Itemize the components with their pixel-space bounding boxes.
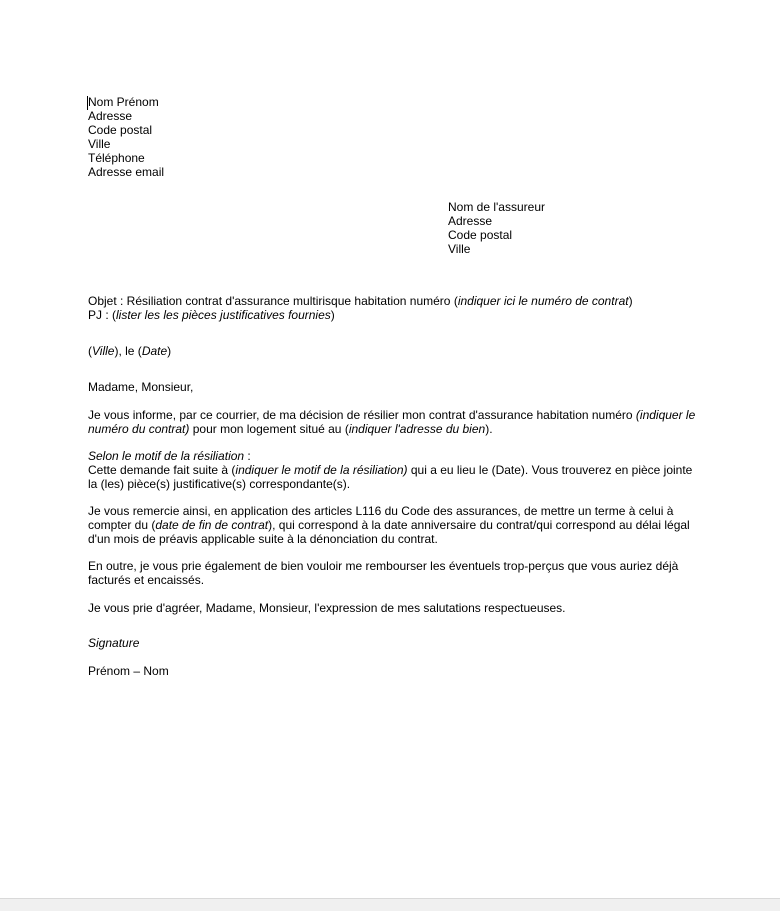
- recipient-name: Nom de l'assureur: [448, 200, 545, 214]
- subject-line: [88, 294, 698, 308]
- p1-text-e: ).: [485, 422, 493, 436]
- reason-heading: [88, 449, 698, 463]
- attachments-suffix: ): [330, 308, 335, 322]
- p3-text-c: ), qui correspond à la date anniversaire du contrat/qui correspond au délai légal d'un mois de préavis applicable suite à la dénonciation du contrat.: [88, 518, 690, 546]
- paragraph-closing: Je vous prie d'agréer, Madame, Monsieur, l'expression de mes salutations respectueuses.: [88, 601, 566, 615]
- bottom-scrollbar[interactable]: [0, 898, 780, 911]
- attachments-list: lister les les pièces justificatives fournies: [116, 308, 331, 322]
- signer-name: Prénom – Nom: [88, 664, 169, 678]
- p1-text-a: Je vous informe, par ce courrier, de ma décision de résilier mon contrat d'assurance habitation numéro: [88, 408, 636, 422]
- sender-block: [88, 95, 698, 179]
- signature-text: Signature: [88, 636, 140, 650]
- sender-postal-code: Code postal: [88, 123, 153, 137]
- p3-end-date: date de fin de contrat: [155, 518, 269, 532]
- recipient-postal-code: Code postal: [448, 228, 513, 242]
- p3-text-a: Je vous remercie ainsi, en application des articles L116 du Code des assurances, de mettre un terme à celui à compter du (: [88, 504, 674, 532]
- reason-heading-colon: :: [244, 449, 251, 463]
- paragraph-termination-reason: [88, 449, 698, 491]
- attachments-line: [88, 308, 698, 322]
- recipient-block: [448, 200, 708, 256]
- paragraph-end-date: [88, 504, 698, 546]
- sender-name: Nom Prénom: [88, 95, 159, 109]
- sender-phone: Téléphone: [88, 151, 145, 165]
- recipient-city: Ville: [448, 242, 471, 256]
- p1-property-address: indiquer l'adresse du bien: [348, 422, 486, 436]
- place-date-close: ): [167, 344, 172, 358]
- place-city: Ville: [92, 344, 115, 358]
- subject-block: [88, 294, 698, 322]
- paragraph-termination-notice: [88, 408, 698, 436]
- subject-prefix: Objet : Résiliation contrat d'assurance multirisque habitation numéro (: [88, 294, 458, 308]
- recipient-address: Adresse: [448, 214, 493, 228]
- letter-date: Date: [141, 344, 168, 358]
- signature-label: [88, 636, 698, 650]
- reason-heading-text: Selon le motif de la résiliation: [88, 449, 245, 463]
- p2-reason: indiquer le motif de la résiliation): [235, 463, 408, 477]
- paragraph-refund: En outre, je vous prie également de bien vouloir me rembourser les éventuels trop-perçus que vous auriez déjà facturés et encaissés.: [88, 559, 679, 587]
- subject-suffix: ): [628, 294, 633, 308]
- place-date-mid: ), le (: [114, 344, 142, 358]
- sender-address: Adresse: [88, 109, 133, 123]
- sender-city: Ville: [88, 137, 111, 151]
- place-date-line: [88, 344, 698, 358]
- p2-text-c: qui a eu lieu le (Date). Vous trouverez en pièce jointe la (les) pièce(s) justificative(s) correspondante(s).: [88, 463, 693, 491]
- salutation: Madame, Monsieur,: [88, 380, 194, 394]
- place-date-open: (: [88, 344, 92, 358]
- p1-text-c: pour mon logement situé au (: [189, 422, 349, 436]
- p1-contract-number: (indiquer le numéro du contrat): [88, 408, 696, 436]
- sender-email: Adresse email: [88, 165, 165, 179]
- subject-contract-number: indiquer ici le numéro de contrat: [457, 294, 629, 308]
- attachments-prefix: PJ : (: [88, 308, 117, 322]
- p2-text-a: Cette demande fait suite à (: [88, 463, 236, 477]
